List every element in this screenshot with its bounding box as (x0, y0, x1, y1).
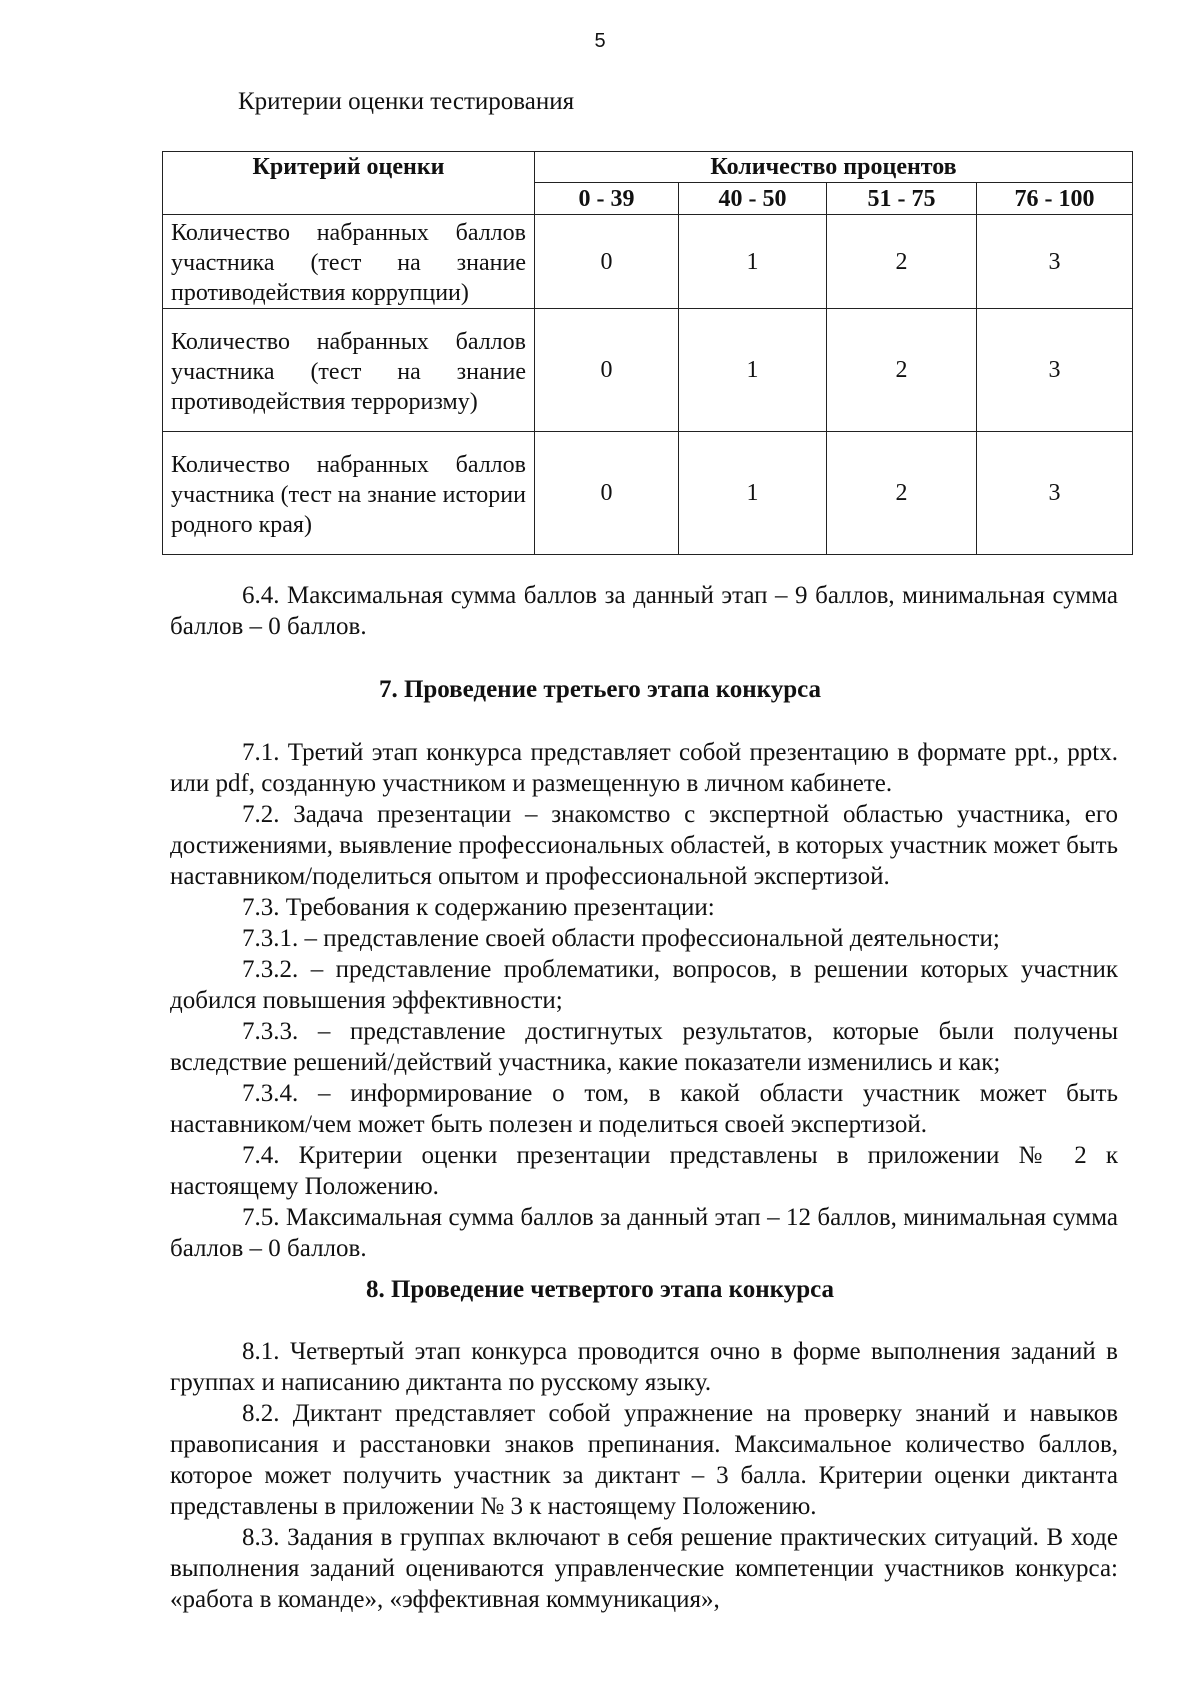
criteria-table (162, 151, 1133, 555)
page-number: 5 (594, 30, 606, 52)
paragraph-7-3-4: 7.3.4. – информирование о том, в какой области участник может быть наставником/чем может быть полезен и поделиться своей экспертизой. (170, 1080, 1118, 1138)
score-cell: 0 (535, 309, 679, 432)
score-cell: 0 (535, 432, 679, 555)
paragraph-6-4: 6.4. Максимальная сумма баллов за данный этап – 9 баллов, минимальная сумма баллов – 0 баллов. (170, 582, 1118, 640)
score-cell: 2 (827, 309, 977, 432)
table-caption: Критерии оценки тестирования (238, 88, 575, 115)
heading-section-7: 7. Проведение третьего этапа конкурса (378, 676, 822, 703)
criterion-header: Критерий оценки (163, 152, 535, 215)
section-8-body (170, 1336, 1118, 1615)
score-cell: 2 (827, 215, 977, 309)
range-header: 0 - 39 (535, 183, 679, 215)
score-cell: 3 (977, 215, 1133, 309)
range-header: 40 - 50 (679, 183, 827, 215)
percent-header: Количество процентов (535, 152, 1133, 183)
paragraph-7-3-2: 7.3.2. – представление проблематики, вопросов, в решении которых участник добился повышения эффективности; (170, 956, 1118, 1014)
range-header: 76 - 100 (977, 183, 1133, 215)
paragraph-8-2: 8.2. Диктант представляет собой упражнение на проверку знаний и навыков правописания и расстановки знаков препинания. Максимальное количество баллов, которое может получить участник за диктант – 3 балла. Критерии оценки диктанта представлены в приложении № 3 к настоящему Положению. (170, 1400, 1118, 1520)
criterion-cell: Количество набранных баллов участника (тест на знание противодействия терроризму) (163, 309, 535, 432)
paragraph-7-3-3: 7.3.3. – представление достигнутых результатов, которые были получены вследствие решений/действий участника, какие показатели изменились и как; (170, 1018, 1118, 1076)
table-row (163, 309, 1133, 432)
heading-section-8: 8. Проведение четвертого этапа конкурса (365, 1276, 835, 1303)
paragraph-8-1: 8.1. Четвертый этап конкурса проводится очно в форме выполнения заданий в группах и написанию диктанта по русскому языку. (170, 1338, 1118, 1396)
criterion-cell: Количество набранных баллов участника (тест на знание противодействия коррупции) (163, 215, 535, 309)
criterion-cell: Количество набранных баллов участника (тест на знание истории родного края) (163, 432, 535, 555)
score-cell: 0 (535, 215, 679, 309)
paragraph-8-3: 8.3. Задания в группах включают в себя решение практических ситуаций. В ходе выполнения заданий оцениваются управленческие компетенции участников конкурса: «работа в команде», «эффективная коммуникация», (170, 1524, 1118, 1613)
range-header: 51 - 75 (827, 183, 977, 215)
score-cell: 2 (827, 432, 977, 555)
paragraph-7-1: 7.1. Третий этап конкурса представляет собой презентацию в формате ppt., pptx. или pdf, созданную участником и размещенную в личном кабинете. (170, 739, 1118, 797)
score-cell: 1 (679, 309, 827, 432)
paragraph-6-4-block (170, 580, 1118, 642)
table-row (163, 215, 1133, 309)
paragraph-7-2: 7.2. Задача презентации – знакомство с экспертной областью участника, его достижениями, выявление профессиональных областей, в которых участник может быть наставником/поделиться опытом и профессиональной экспертизой. (170, 801, 1118, 890)
paragraph-7-4: 7.4. Критерии оценки презентации представлены в приложении № 2 к настоящему Положению. (170, 1142, 1118, 1200)
score-cell: 3 (977, 432, 1133, 555)
paragraph-7-3-1: 7.3.1. – представление своей области профессиональной деятельности; (242, 925, 1000, 952)
section-7-body (170, 737, 1118, 1264)
paragraph-7-3: 7.3. Требования к содержанию презентации: (242, 894, 715, 921)
paragraph-7-5: 7.5. Максимальная сумма баллов за данный этап – 12 баллов, минимальная сумма баллов – 0 баллов. (170, 1204, 1118, 1262)
score-cell: 1 (679, 215, 827, 309)
table-row (163, 432, 1133, 555)
score-cell: 1 (679, 432, 827, 555)
score-cell: 3 (977, 309, 1133, 432)
